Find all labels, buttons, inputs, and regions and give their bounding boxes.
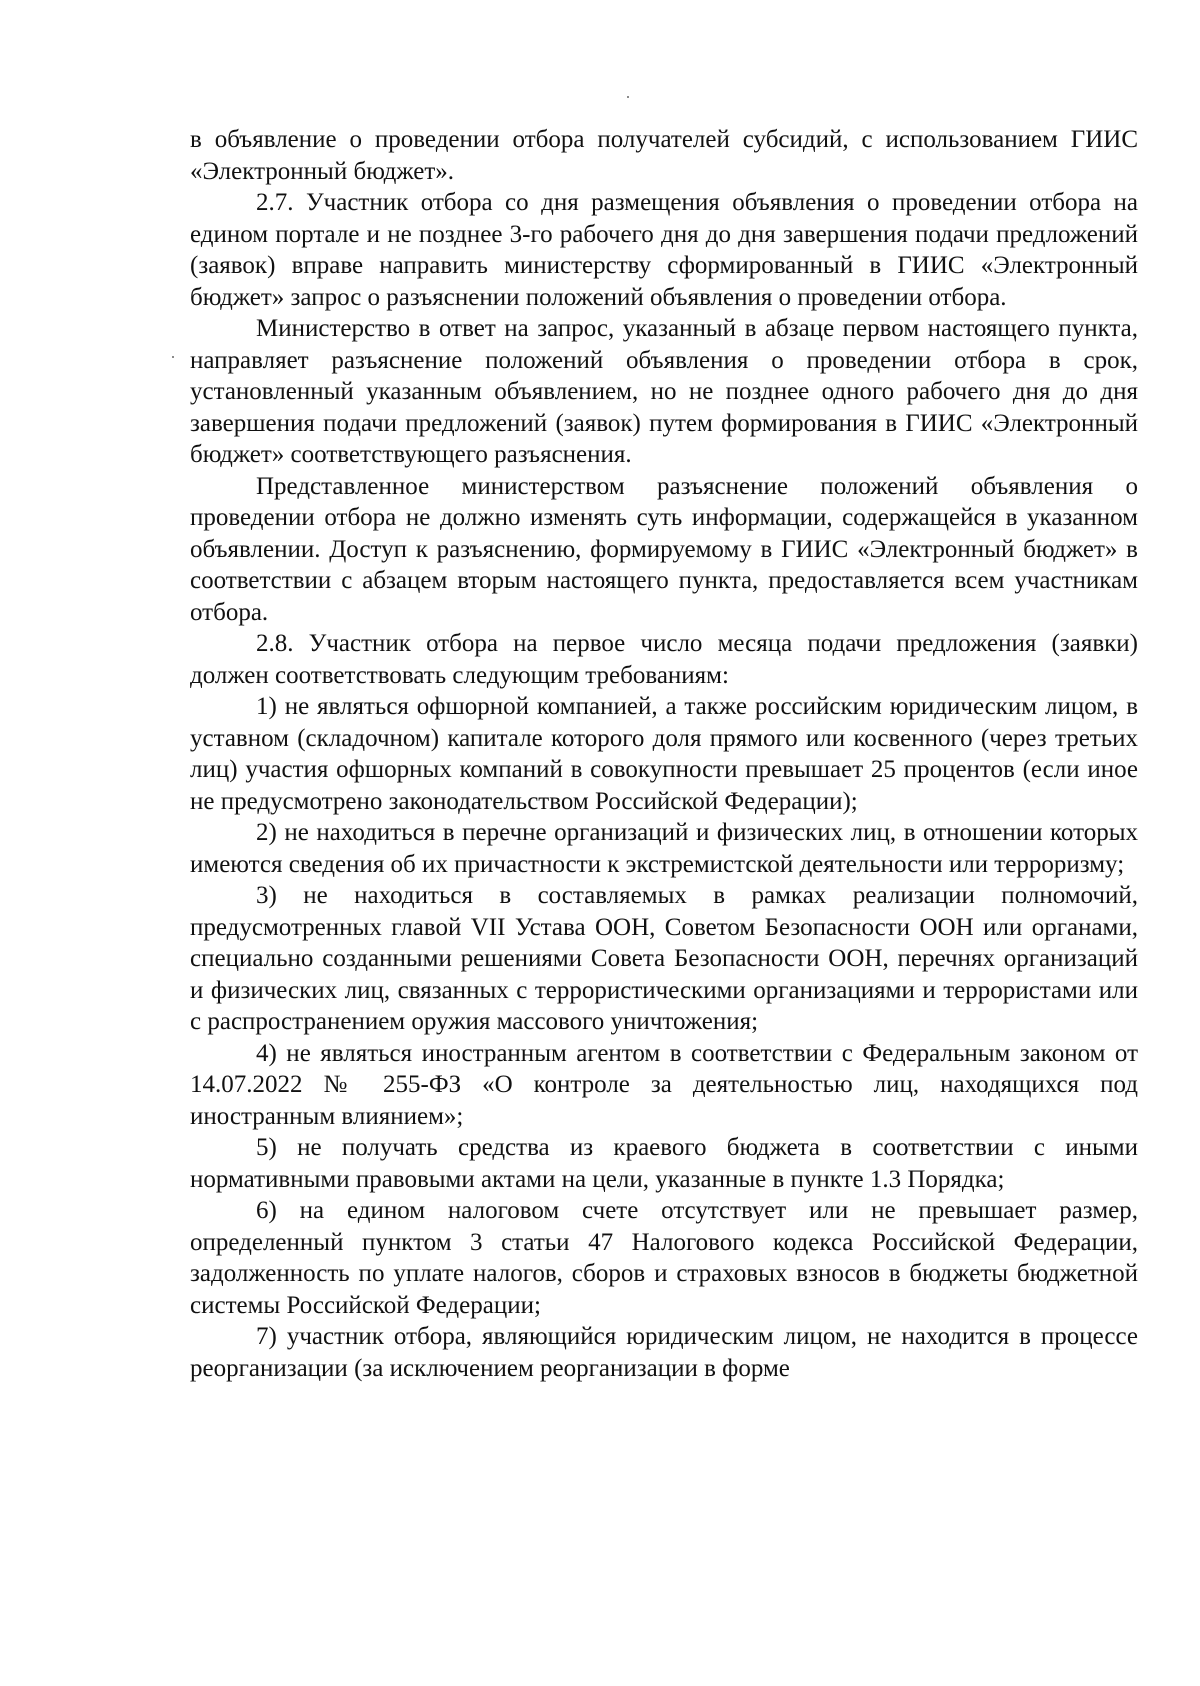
requirement-item-1: 1) не являться офшорной компанией, а также российским юридическим лицом, в уставном (складочном) капитале которого доля прямого или косвенного (через третьих лиц) участия офшорных компаний в совокупности превышает 25 процентов (если иное не предусмотрено законодательством Российской Федерации); (190, 693, 1138, 815)
paragraph-continuation: в объявление о проведении отбора получателей субсидий, с использованием ГИИС «Электронный бюджет». (190, 126, 1138, 185)
paragraph-2-7: 2.7. Участник отбора со дня размещения объявления о проведении отбора на едином портале и не позднее 3-го рабочего дня до дня завершения подачи предложений (заявок) вправе направить министерству сформированный в ГИИС «Электронный бюджет» запрос о разъяснении положений объявления о проведении отбора. (190, 189, 1138, 311)
requirement-item-4: 4) не являться иностранным агентом в соответствии с Федеральным законом от 14.07.2022 № 255-ФЗ «О контроле за деятельностью лиц, находящихся под иностранным влиянием»; (190, 1039, 1138, 1130)
requirement-item-7: 7) участник отбора, являющийся юридическим лицом, не находится в процессе реорганизации (за исключением реорганизации в форме (190, 1323, 1138, 1382)
requirement-item-5: 5) не получать средства из краевого бюджета в соответствии с иными нормативными правовыми актами на цели, указанные в пункте 1.3 Порядка; (190, 1134, 1138, 1193)
paragraph-2-7-answer: Министерство в ответ на запрос, указанный в абзаце первом настоящего пункта, направляет разъяснение положений объявления о проведении отбора в срок, установленный указанным объявлением, но не позднее одного рабочего дня до дня завершения подачи предложений (заявок) путем формирования в ГИИС «Электронный бюджет» соответствующего разъяснения. (190, 315, 1138, 468)
document-body (190, 124, 1138, 1384)
requirement-item-6: 6) на едином налоговом счете отсутствует или не превышает размер, определенный пунктом 3 статьи 47 Налогового кодекса Российской Федерации, задолженность по уплате налогов, сборов и страховых взносов в бюджеты бюджетной системы Российской Федерации; (190, 1197, 1138, 1319)
paragraph-2-7-clarification: Представленное министерством разъяснение положений объявления о проведении отбора не должно изменять суть информации, содержащейся в указанном объявлении. Доступ к разъяснению, формируемому в ГИИС «Электронный бюджет» в соответствии с абзацем вторым настоящего пункта, предоставляется всем участникам отбора. (190, 472, 1138, 626)
scan-artifact (627, 96, 629, 98)
requirement-item-2: 2) не находиться в перечне организаций и физических лиц, в отношении которых имеются сведения об их причастности к экстремистской деятельности или терроризму; (190, 819, 1138, 878)
paragraph-2-8: 2.8. Участник отбора на первое число месяца подачи предложения (заявки) должен соответствовать следующим требованиям: (190, 630, 1138, 689)
scan-artifact (172, 356, 174, 358)
requirement-item-3: 3) не находиться в составляемых в рамках реализации полномочий, предусмотренных главой VII Устава ООН, Советом Безопасности ООН или органами, специально созданными решениями Совета Безопасности ООН, перечнях организаций и физических лиц, связанных с террористическими организациями и террористами или с распространением оружия массового уничтожения; (190, 882, 1138, 1035)
